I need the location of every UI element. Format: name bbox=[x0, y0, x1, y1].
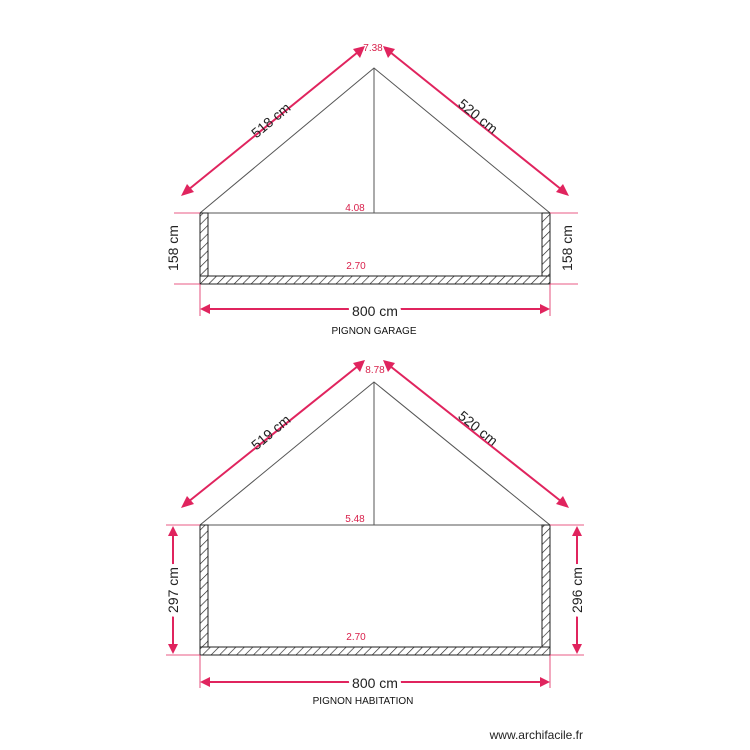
garage-floor-slab bbox=[200, 276, 550, 284]
habitation-right-wall bbox=[542, 525, 550, 655]
habitation-roof-left-label: 519 cm bbox=[248, 411, 294, 454]
garage-gable-drawing bbox=[165, 43, 578, 337]
garage-wall-right-label: 158 cm bbox=[559, 225, 575, 271]
habitation-left-wall bbox=[200, 525, 208, 655]
garage-arrowhead bbox=[383, 46, 395, 58]
footer-credit: www.archifacile.fr bbox=[489, 728, 583, 742]
garage-roof-outline bbox=[200, 68, 550, 213]
garage-arrowhead bbox=[200, 304, 210, 314]
habitation-arrowhead bbox=[168, 644, 178, 654]
habitation-floor-slab bbox=[200, 647, 550, 655]
habitation-arrowhead bbox=[572, 644, 582, 654]
habitation-arrowhead bbox=[540, 677, 550, 687]
garage-roof-left-label: 518 cm bbox=[248, 99, 294, 142]
habitation-wall-left-label: 297 cm bbox=[165, 567, 181, 613]
garage-width-label: 800 cm bbox=[352, 303, 398, 319]
habitation-gable-area: 5.48 bbox=[345, 514, 365, 525]
garage-left-wall bbox=[200, 213, 208, 284]
habitation-arrowhead bbox=[200, 677, 210, 687]
garage-roof-right-label: 520 cm bbox=[455, 95, 502, 137]
garage-arrowhead bbox=[540, 304, 550, 314]
garage-caption: PIGNON GARAGE bbox=[331, 326, 417, 337]
habitation-arrowhead bbox=[383, 360, 395, 372]
habitation-arrowhead bbox=[353, 360, 365, 372]
habitation-width-label: 800 cm bbox=[352, 675, 398, 691]
habitation-arrowhead bbox=[572, 526, 582, 536]
habitation-roof-right-label: 520 cm bbox=[455, 407, 502, 449]
garage-apex-area: 7.38 bbox=[363, 43, 383, 54]
garage-wall-left-label: 158 cm bbox=[165, 225, 181, 271]
habitation-roof-outline bbox=[200, 382, 550, 525]
habitation-floor-area: 2.70 bbox=[346, 632, 366, 643]
habitation-gable-drawing bbox=[165, 360, 585, 707]
habitation-wall-right-label: 296 cm bbox=[569, 567, 585, 613]
habitation-caption: PIGNON HABITATION bbox=[312, 696, 414, 707]
habitation-arrowhead bbox=[168, 526, 178, 536]
garage-gable-area: 4.08 bbox=[345, 203, 365, 214]
garage-floor-area: 2.70 bbox=[346, 261, 366, 272]
garage-right-wall bbox=[542, 213, 550, 284]
habitation-apex-area: 8.78 bbox=[365, 365, 385, 376]
